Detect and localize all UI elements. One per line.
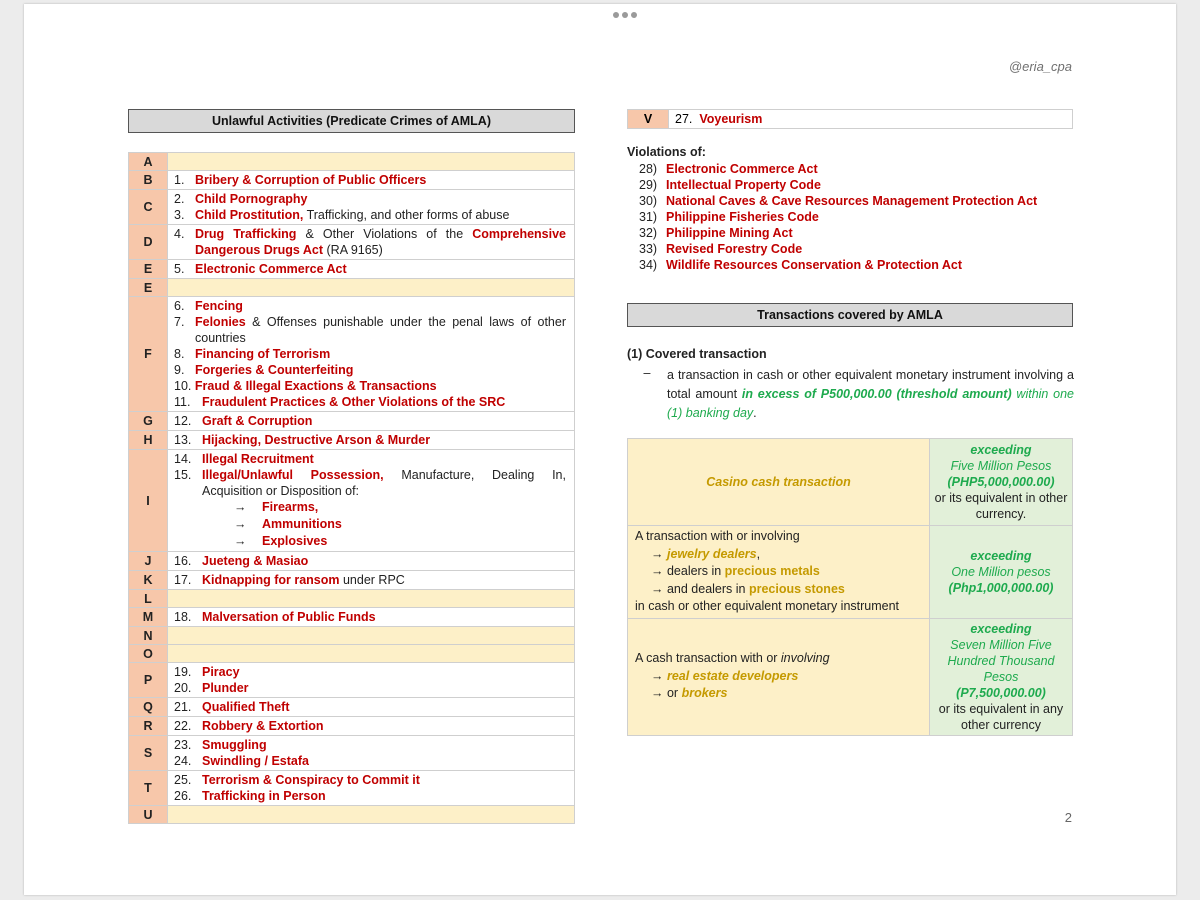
list-item: Malversation of Public Funds	[202, 610, 376, 624]
document-page	[24, 4, 1176, 895]
table-row: D 4. Drug Trafficking & Other Violations of the Comprehensive Dangerous Drugs Act (RA 9165)	[129, 225, 575, 260]
arrow-icon: →	[651, 581, 664, 596]
threshold-amount: (P7,500,000.00)	[956, 685, 1046, 700]
arrow-icon: →	[651, 546, 664, 561]
table-row: B 1. Bribery & Corruption of Public Officers	[129, 171, 575, 190]
table-row: P 19. Piracy 20. Plunder	[129, 663, 575, 698]
page-number: 2	[1064, 810, 1072, 825]
letter-cell: F	[129, 297, 168, 412]
table-row: G 12. Graft & Corruption	[129, 412, 575, 431]
list-item: Fraudulent Practices & Other Violations of the SRC	[202, 395, 506, 409]
table-row	[129, 806, 575, 824]
covered-transaction-title: (1) Covered transaction	[627, 347, 767, 361]
list-item: Smuggling	[202, 738, 267, 752]
list-item: Explosives	[262, 534, 328, 548]
letter-cell: E	[129, 279, 168, 297]
table-row	[129, 627, 575, 645]
list-item: Piracy	[202, 665, 240, 679]
list-item: Electronic Commerce Act	[195, 262, 347, 276]
table-row: M 18. Malversation of Public Funds	[129, 608, 575, 627]
violations-list	[627, 144, 1037, 273]
table-row: E 5. Electronic Commerce Act	[129, 260, 575, 279]
letter-cell: A	[129, 153, 168, 171]
threshold-amount: (Php1,000,000.00)	[948, 580, 1054, 595]
table-row	[129, 279, 575, 297]
list-item: Kidnapping for ransom	[202, 573, 340, 587]
list-item: Child Prostitution,	[195, 208, 304, 222]
covered-transaction-section: (1) Covered transaction – a transaction in cash or other equivalent monetary instrument involving a total amount in excess of P500,000.00 (threshold amount) within one (1) banking day.	[627, 347, 1074, 420]
list-item: Illegal/Unlawful Possession,	[202, 468, 384, 482]
letter-cell: R	[129, 717, 168, 736]
list-item: Graft & Corruption	[202, 414, 313, 428]
predicate-crimes-title: Unlawful Activities (Predicate Crimes of AMLA)	[128, 109, 575, 133]
letter-cell: M	[129, 608, 168, 627]
list-item: Bribery & Corruption of Public Officers	[195, 173, 427, 187]
author-handle: @eria_cpa	[1008, 59, 1072, 74]
table-row: Casino cash transaction exceeding Five Million Pesos (PHP5,000,000.00) or its equivalent in other currency.	[628, 439, 1073, 526]
arrow-icon: →	[234, 534, 247, 548]
list-item: 33) Revised Forestry Code	[639, 242, 803, 256]
list-item: Swindling / Estafa	[202, 754, 309, 768]
list-item: Financing of Terrorism	[195, 347, 331, 361]
table-row: A transaction with or involving → jewelry dealers, → dealers in precious metals → and dealers in precious stones in cash or other equivalent monetary instrument exceeding One Million pesos (Php1,000,000.00)	[628, 526, 1073, 619]
letter-cell: U	[129, 806, 168, 824]
transaction-type: Casino cash transaction	[706, 475, 851, 489]
letter-cell: P	[129, 663, 168, 698]
letter-cell: E	[129, 260, 168, 279]
table-row: V 27. Voyeurism	[628, 110, 1073, 129]
arrow-icon: →	[651, 686, 664, 701]
table-row: T 25. Terrorism & Conspiracy to Commit it 26. Trafficking in Person	[129, 771, 575, 806]
threshold-amount: (PHP5,000,000.00)	[947, 475, 1055, 489]
list-item: Terrorism & Conspiracy to Commit it	[202, 773, 420, 787]
letter-cell: K	[129, 571, 168, 590]
arrow-icon: →	[234, 517, 247, 531]
letter-cell: C	[129, 190, 168, 225]
list-item: Fraud & Illegal Exactions & Transactions	[194, 379, 437, 393]
arrow-icon: →	[651, 668, 664, 683]
table-row	[129, 153, 575, 171]
list-item: Child Pornography	[195, 192, 308, 206]
list-item: Robbery & Extortion	[202, 719, 324, 733]
table-row: K 17. Kidnapping for ransom under RPC	[129, 571, 575, 590]
list-item: Hijacking, Destructive Arson & Murder	[202, 433, 431, 447]
list-item: Drug Trafficking	[195, 227, 297, 241]
letter-cell: Q	[129, 698, 168, 717]
table-row: A cash transaction with or involving → real estate developers → or brokers exceeding Seven Million Five Hundred Thousand Pesos (P7,500,000.00) or its equivalent in any other currency	[628, 618, 1073, 735]
letter-cell: I	[129, 450, 168, 552]
list-item: Fencing	[195, 299, 243, 313]
predicate-crimes-table	[128, 152, 575, 824]
table-row: S 23. Smuggling 24. Swindling / Estafa	[129, 736, 575, 771]
list-item: Illegal Recruitment	[202, 452, 314, 466]
list-item: Plunder	[202, 681, 249, 695]
table-row: F 6. Fencing 7. Felonies & Offenses punishable under the penal laws of other countries 8. Financing of Terrorism 9. Forgeries & Counterfeiting 10. Fraud & Illegal Exactions & Transactions 11. Fraudulent Practices & Other Violations of the SRC	[129, 297, 575, 412]
table-row: H 13. Hijacking, Destructive Arson & Murder	[129, 431, 575, 450]
list-item: 28) Electronic Commerce Act	[639, 162, 818, 176]
table-row: C 2. Child Pornography 3. Child Prostitution, Trafficking, and other forms of abuse	[129, 190, 575, 225]
list-item: Firearms,	[262, 500, 319, 514]
table-row: I 14. Illegal Recruitment 15. Illegal/Unlawful Possession, Manufacture, Dealing In, Acquisition or Disposition of: → Firearms, → Ammunitions → Explosives	[129, 450, 575, 552]
table-row: R 22. Robbery & Extortion	[129, 717, 575, 736]
threshold-amount: in excess of P500,000.00 (threshold amount)	[741, 387, 1012, 401]
letter-cell: T	[129, 771, 168, 806]
violations-title: Violations of:	[627, 145, 706, 159]
arrow-icon: →	[234, 500, 247, 514]
letter-cell: L	[129, 590, 168, 608]
voyeurism-row-table	[627, 109, 1073, 129]
list-item: 34) Wildlife Resources Conservation & Protection Act	[639, 258, 963, 272]
letter-cell: G	[129, 412, 168, 431]
letter-cell: V	[628, 110, 669, 129]
list-item: Trafficking in Person	[202, 789, 326, 803]
table-row: Q 21. Qualified Theft	[129, 698, 575, 717]
letter-cell: H	[129, 431, 168, 450]
more-options-icon[interactable]	[613, 12, 637, 20]
table-row	[129, 645, 575, 663]
letter-cell: B	[129, 171, 168, 190]
list-item: 29) Intellectual Property Code	[639, 178, 821, 192]
list-item: Ammunitions	[262, 517, 342, 531]
letter-cell: O	[129, 645, 168, 663]
list-item: Felonies	[195, 315, 246, 329]
list-item: Forgeries & Counterfeiting	[195, 363, 354, 377]
table-row: J 16. Jueteng & Masiao	[129, 552, 575, 571]
arrow-icon: →	[651, 564, 664, 578]
list-item: 30) National Caves & Cave Resources Management Protection Act	[639, 194, 1038, 208]
list-item: Voyeurism	[699, 112, 763, 126]
list-item: Qualified Theft	[202, 700, 290, 714]
list-item: 31) Philippine Fisheries Code	[639, 210, 819, 224]
transactions-title: Transactions covered by AMLA	[627, 303, 1073, 327]
table-row	[129, 590, 575, 608]
letter-cell: J	[129, 552, 168, 571]
letter-cell: S	[129, 736, 168, 771]
list-item: Jueteng & Masiao	[202, 554, 309, 568]
covered-transactions-table	[627, 438, 1073, 736]
letter-cell: N	[129, 627, 168, 645]
letter-cell: D	[129, 225, 168, 260]
list-item: 32) Philippine Mining Act	[639, 226, 793, 240]
